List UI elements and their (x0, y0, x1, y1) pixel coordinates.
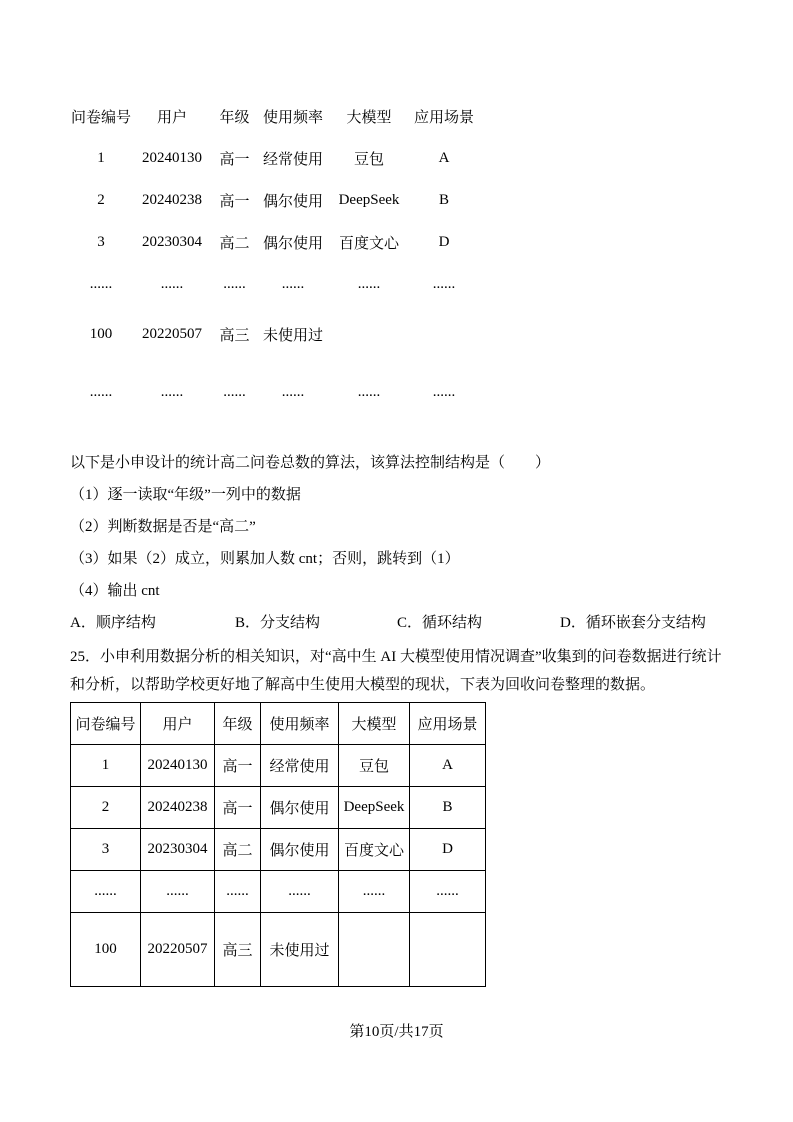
table-cell: B (410, 787, 486, 829)
table-cell: 偶尔使用 (262, 193, 323, 210)
algorithm-step: （4）输出 cnt (70, 583, 160, 599)
question-25-text: 25．小申利用数据分析的相关知识，对“高中生 AI 大模型使用情况调查”收集到的问卷数据进行统计和分析，以帮助学校更好地了解高中生使用大模型的现状，下表为回收问卷整理的数据。 (70, 649, 722, 693)
table-cell: ...... (339, 871, 410, 913)
table-cell: ...... (410, 871, 486, 913)
answer-options-row (70, 607, 723, 639)
option-d: D．循环嵌套分支结构 (560, 615, 706, 631)
table-header-cell: 问卷编号 (70, 109, 131, 126)
table-header-cell: 应用场景 (410, 703, 486, 745)
table-cell: ...... (89, 383, 113, 400)
table-row (71, 913, 486, 987)
table-cell: ...... (357, 275, 381, 292)
table-cell: A (410, 745, 486, 787)
table-cell: A (438, 149, 450, 166)
algorithm-step: （2）判断数据是否是“高二” (70, 519, 256, 535)
table-row (70, 221, 479, 263)
table-cell: ...... (223, 383, 246, 400)
table-cell: D (410, 829, 486, 871)
table-header-row (70, 95, 479, 137)
table-cell: 高二 (219, 235, 250, 252)
table-cell: 20220507 (142, 325, 202, 342)
table-cell (329, 305, 409, 363)
table-cell: ...... (357, 383, 381, 400)
table-cell: 20240130 (141, 745, 215, 787)
table-cell: 经常使用 (261, 745, 339, 787)
table-cell: ...... (261, 871, 339, 913)
table-row (71, 787, 486, 829)
table-cell: 偶尔使用 (261, 829, 339, 871)
table-cell: 豆包 (339, 745, 410, 787)
table-cell: 经常使用 (262, 151, 323, 168)
table-cell: ...... (160, 383, 184, 400)
table-header-cell: 用户 (156, 109, 187, 126)
table-cell: ...... (432, 275, 456, 292)
table-row (70, 363, 479, 421)
table-cell: ...... (432, 383, 456, 400)
table-cell: ...... (215, 871, 261, 913)
table-cell: 20240238 (142, 191, 202, 208)
table-cell: ...... (281, 383, 305, 400)
table-cell: ...... (89, 275, 113, 292)
table-cell (339, 913, 410, 987)
table-header-cell: 使用频率 (262, 109, 323, 126)
table-cell: D (438, 233, 450, 250)
table-cell: 20230304 (141, 829, 215, 871)
option-b: B．分支结构 (235, 615, 321, 631)
table-row (71, 745, 486, 787)
table-row (71, 829, 486, 871)
table-cell: ...... (281, 275, 305, 292)
table-cell: 未使用过 (262, 327, 323, 344)
table-cell: ...... (71, 871, 141, 913)
plain-survey-table (70, 95, 479, 421)
table-cell: ...... (141, 871, 215, 913)
algorithm-step: （3）如果（2）成立，则累加人数 cnt；否则，跳转到（1） (70, 551, 460, 567)
table-row (70, 179, 479, 221)
table-header-cell: 应用场景 (413, 109, 474, 126)
table-cell: 2 (97, 191, 105, 208)
table-cell: 高一 (219, 151, 250, 168)
table-row (71, 871, 486, 913)
table-row (70, 263, 479, 305)
table-header-row (71, 703, 486, 745)
table-header-cell: 用户 (141, 703, 215, 745)
algorithm-step: （1）逐一读取“年级”一列中的数据 (70, 487, 301, 503)
table-cell (409, 305, 479, 363)
table-cell (410, 913, 486, 987)
table-cell: 未使用过 (261, 913, 339, 987)
table-cell: 豆包 (353, 151, 384, 168)
algorithm-question-text: 以下是小申设计的统计高二问卷总数的算法，该算法控制结构是（ ） (70, 455, 551, 471)
table-cell: 高二 (215, 829, 261, 871)
option-c: C．循环结构 (397, 615, 483, 631)
table-cell: 高一 (215, 745, 261, 787)
page-number-footer: 第10页/共17页 (349, 1024, 444, 1040)
table-cell: 高三 (215, 913, 261, 987)
table-cell: 20240130 (142, 149, 202, 166)
table-cell: 3 (71, 829, 141, 871)
table-cell: 高一 (219, 193, 250, 210)
table-cell: 偶尔使用 (262, 235, 323, 252)
table-cell: 高三 (219, 327, 250, 344)
table-header-cell: 大模型 (346, 109, 392, 126)
table-cell: 偶尔使用 (261, 787, 339, 829)
table-header-cell: 大模型 (339, 703, 410, 745)
table-cell: 1 (71, 745, 141, 787)
table-cell: 3 (97, 233, 105, 250)
table-cell: 20220507 (141, 913, 215, 987)
table-cell: 百度文心 (339, 829, 410, 871)
table-cell: 100 (71, 913, 141, 987)
table-header-cell: 年级 (219, 109, 250, 126)
table-cell: 100 (89, 325, 113, 342)
table-row (70, 305, 479, 363)
option-a: A．顺序结构 (70, 615, 156, 631)
table-cell: 20230304 (142, 233, 202, 250)
table-cell: 高一 (215, 787, 261, 829)
table-cell: 百度文心 (338, 235, 399, 252)
table-cell: ...... (160, 275, 184, 292)
bordered-survey-table (70, 702, 486, 987)
table-cell: DeepSeek (338, 191, 400, 208)
table-cell: DeepSeek (339, 787, 410, 829)
table-cell: ...... (223, 275, 246, 292)
table-cell: 20240238 (141, 787, 215, 829)
table-header-cell: 问卷编号 (71, 703, 141, 745)
table-row (70, 137, 479, 179)
table-header-cell: 年级 (215, 703, 261, 745)
table-cell: B (438, 191, 449, 208)
table-cell: 2 (71, 787, 141, 829)
table-header-cell: 使用频率 (261, 703, 339, 745)
table-cell: 1 (97, 149, 105, 166)
